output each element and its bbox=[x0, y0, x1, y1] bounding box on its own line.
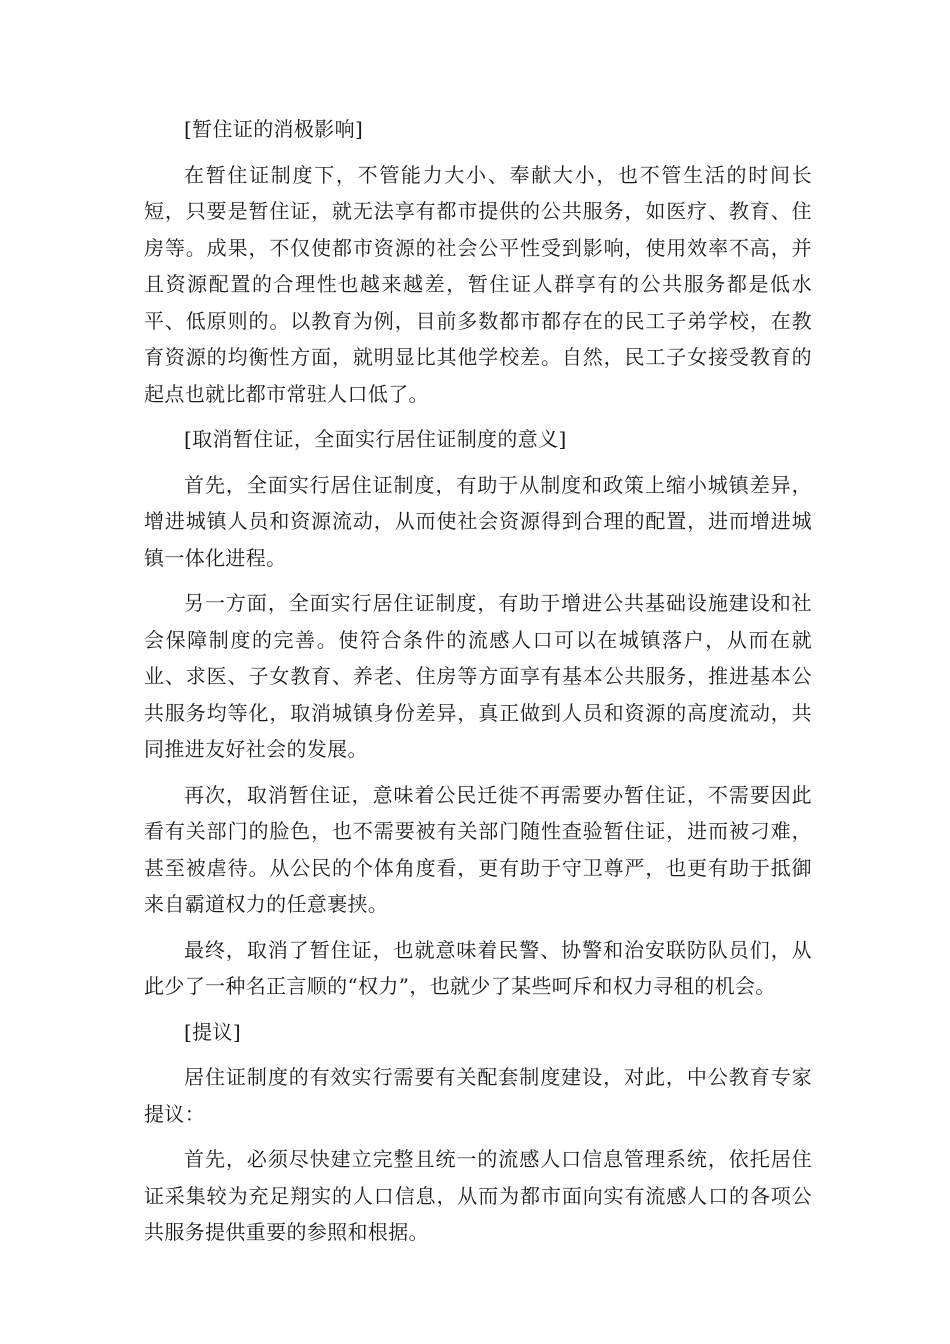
paragraph-first-point: 首先，全面实行居住证制度，有助于从制度和政策上缩小城镇差异，增进城镇人员和资源流动，从而使社会资源得到合理的配置，进而增进城镇一体化进程。 bbox=[144, 472, 812, 570]
section-heading-negative-effects: [暂住证的消极影响] bbox=[184, 117, 364, 141]
paragraph-negative-effects: 在暂住证制度下，不管能力大小、奉献大小，也不管生活的时间长短，只要是暂住证，就无法享有都市提供的公共服务，如医疗、教育、住房等。成果，不仅使都市资源的社会公平性受到影响，使用效率不高，并且资源配置的合理性也越来越差，暂住证人群享有的公共服务都是低水平、低原则的。以教育为例，目前多数都市都存在的民工子弟学校，在教育资源的均衡性方面，就明显比其他学校差。自然，民工子女接受教育的起点也就比都市常驻人口低了。 bbox=[144, 162, 812, 406]
paragraph-third-point: 再次，取消暂住证，意味着公民迁徙不再需要办暂住证，不需要因此看有关部门的脸色，也不需要被有关部门随性查验暂住证，进而被刁难，甚至被虐待。从公民的个体角度看，更有助于守卫尊严，也更有助于抵御来自霸道权力的任意裹挟。 bbox=[144, 782, 812, 916]
section-heading-significance: [取消暂住证，全面实行居住证制度的意义] bbox=[184, 427, 567, 451]
paragraph-final-point: 最终，取消了暂住证，也就意味着民警、协警和治安联防队员们，从此少了一种名正言顺的“权力”，也就少了某些呵斥和权力寻租的机会。 bbox=[144, 937, 812, 998]
section-heading-suggestions: [提议] bbox=[184, 1019, 242, 1044]
paragraph-second-point: 另一方面，全面实行居住证制度，有助于增进公共基础设施建设和社会保障制度的完善。使符合条件的流感人口可以在城镇落户，从而在就业、求医、子女教育、养老、住房等方面享有基本公共服务，推进基本公共服务均等化，取消城镇身份差异，真正做到人员和资源的高度流动，共同推进友好社会的发展。 bbox=[144, 591, 812, 761]
document-body bbox=[144, 111, 812, 1251]
paragraph-suggestion-first: 首先，必须尽快建立完整且统一的流感人口信息管理系统，依托居住证采集较为充足翔实的人口信息，从而为都市面向实有流感人口的各项公共服务提供重要的参照和根据。 bbox=[144, 1147, 812, 1244]
paragraph-suggestions-intro: 居住证制度的有效实行需要有关配套制度建设，对此，中公教育专家提议： bbox=[144, 1065, 812, 1126]
